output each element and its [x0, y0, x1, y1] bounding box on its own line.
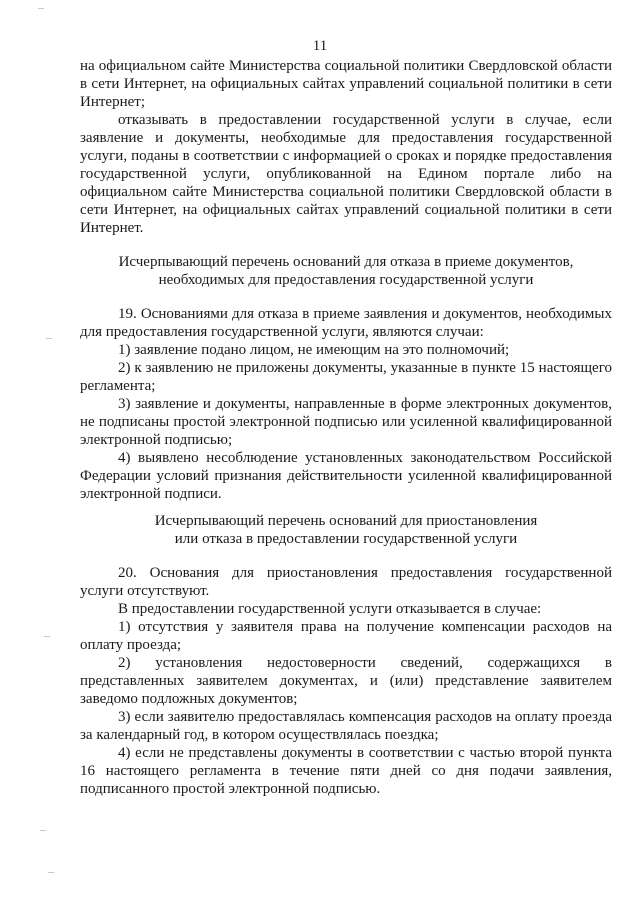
paragraph-intro-1: на официальном сайте Министерства социальной политики Свердловской области в сети Интернет, на официальных сайтах управлений социальной политики в сети Интернет; [80, 58, 612, 110]
list-item: 4) выявлено несоблюдение установленных законодательством Российской Федерации условий признания действительности усиленной квалифицированной электронной подписи. [80, 450, 612, 502]
paragraph-intro-2: отказывать в предоставлении государственной услуги в случае, если заявление и документы, необходимые для предоставления государственной услуги, поданы в соответствии с информацией о сроках и порядке предоставления государственной услуги, опубликованной на Едином портале либо на официальном сайте Министерства социальной политики Свердловской области в сети Интернет, на официальных сайтах управлений социальной политики в сети Интернет. [80, 112, 612, 236]
scan-speck [38, 8, 44, 9]
section-heading-refusal-acceptance-line2: необходимых для предоставления государственной услуги [158, 272, 534, 288]
scan-speck [40, 830, 46, 831]
list-item: 1) заявление подано лицом, не имеющим на это полномочий; [118, 342, 510, 358]
paragraph-20: 20. Основания для приостановления предоставления государственной услуги отсутствуют. [80, 565, 612, 599]
section-heading-suspension-line1: Исчерпывающий перечень оснований для приостановления [154, 513, 538, 529]
paragraph-refusal-intro: В предоставлении государственной услуги отказывается в случае: [118, 601, 542, 617]
list-item: 2) к заявлению не приложены документы, указанные в пункте 15 настоящего регламента; [80, 360, 612, 394]
intro-block [80, 57, 612, 237]
page-number: 11 [312, 38, 328, 54]
paragraph-19: 19. Основаниями для отказа в приеме заявления и документов, необходимых для предоставления государственной услуги, являются случаи: [80, 306, 612, 340]
section2-body [80, 564, 612, 798]
scan-speck [46, 338, 52, 339]
list-item: 3) если заявителю предоставлялась компенсация расходов на оплату проезда за календарный год, в котором осуществлялась поездка; [80, 709, 612, 743]
scan-speck [48, 872, 54, 873]
section1-body [80, 305, 612, 503]
scan-speck [44, 636, 50, 637]
section-heading-refusal-acceptance-line1: Исчерпывающий перечень оснований для отказа в приеме документов, [118, 254, 574, 270]
list-item: 4) если не представлены документы в соответствии с частью второй пункта 16 настоящего регламента в течение пяти дней со дня подачи заявления, подписанного простой электронной подписью. [80, 745, 612, 797]
list-item: 3) заявление и документы, направленные в форме электронных документов, не подписаны простой электронной подписью или усиленной квалифицированной электронной подписью; [80, 396, 612, 448]
list-item: 2) установления недостоверности сведений, содержащихся в представленных заявителем документах, и (или) представление заявителем заведомо подложных документов; [80, 655, 612, 707]
list-item: 1) отсутствия у заявителя права на получение компенсации расходов на оплату проезда; [80, 619, 612, 653]
section-heading-suspension-line2: или отказа в предоставлении государственной услуги [174, 531, 518, 547]
